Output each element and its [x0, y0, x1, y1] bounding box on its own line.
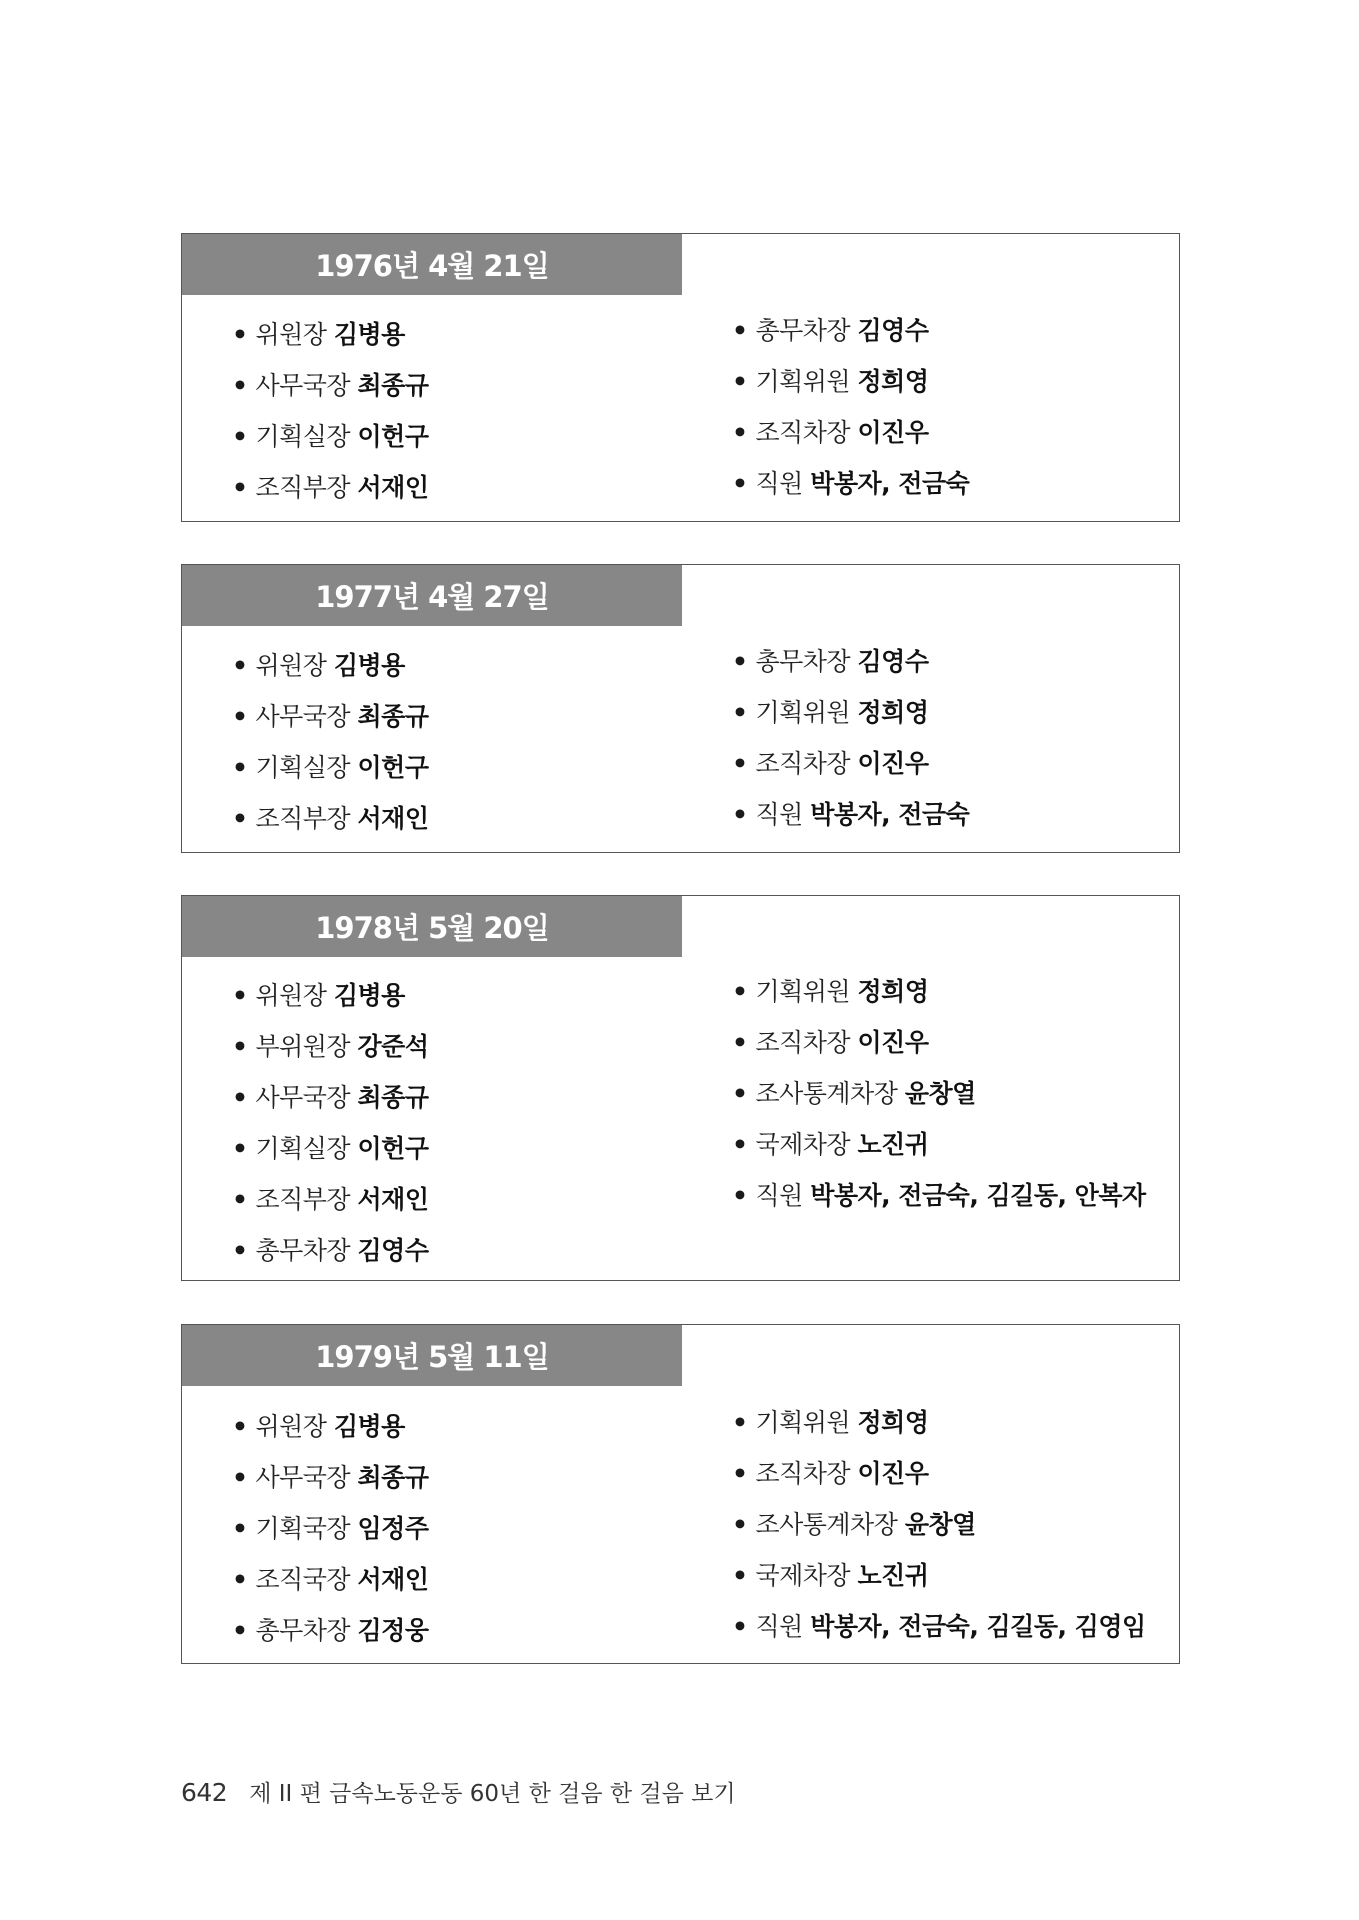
bullet-icon: •	[232, 1134, 248, 1163]
list-item: • 기획실장 이헌구	[232, 742, 428, 793]
bullet-icon: •	[732, 749, 748, 778]
list-item: • 직원 박봉자, 전금숙	[732, 458, 969, 509]
left-member-list	[232, 640, 428, 844]
list-item: • 기획실장 이헌구	[232, 411, 428, 462]
section-date-header: 1977년 4월 27일	[182, 565, 682, 626]
list-item: • 총무차장 김영수	[732, 636, 969, 687]
list-item: • 조직부장 서재인	[232, 793, 428, 844]
list-item: • 조직차장 이진우	[732, 738, 969, 789]
list-item: • 기획위원 정희영	[732, 1397, 1146, 1448]
section-date-header: 1979년 5월 11일	[182, 1325, 682, 1386]
bullet-icon: •	[732, 1612, 748, 1641]
right-member-list	[732, 305, 969, 509]
bullet-icon: •	[232, 1236, 248, 1265]
bullet-icon: •	[232, 981, 248, 1010]
bullet-icon: •	[232, 651, 248, 680]
page-number: 642	[181, 1778, 228, 1807]
list-item: • 사무국장 최종규	[232, 1072, 428, 1123]
section-date-header: 1978년 5월 20일	[182, 896, 682, 957]
bullet-icon: •	[232, 371, 248, 400]
bullet-icon: •	[232, 422, 248, 451]
bullet-icon: •	[232, 320, 248, 349]
list-item: • 위원장 김병용	[232, 970, 428, 1021]
bullet-icon: •	[232, 1463, 248, 1492]
bullet-icon: •	[732, 469, 748, 498]
list-item: • 사무국장 최종규	[232, 691, 428, 742]
bullet-icon: •	[232, 1412, 248, 1441]
bullet-icon: •	[732, 1181, 748, 1210]
page-footer	[181, 1775, 736, 1808]
bullet-icon: •	[732, 977, 748, 1006]
right-member-list	[732, 1397, 1146, 1652]
right-member-list	[732, 636, 969, 840]
bullet-icon: •	[232, 473, 248, 502]
list-item: • 위원장 김병용	[232, 640, 428, 691]
bullet-icon: •	[732, 316, 748, 345]
bullet-icon: •	[232, 753, 248, 782]
list-item: • 총무차장 김영수	[232, 1225, 428, 1276]
list-item: • 부위원장 강준석	[232, 1021, 428, 1072]
list-item: • 직원 박봉자, 전금숙	[732, 789, 969, 840]
left-member-list	[232, 309, 428, 513]
section-1976	[181, 233, 1180, 522]
section-1979	[181, 1324, 1180, 1664]
bullet-icon: •	[732, 1028, 748, 1057]
list-item: • 기획실장 이헌구	[232, 1123, 428, 1174]
bullet-icon: •	[732, 418, 748, 447]
bullet-icon: •	[732, 1510, 748, 1539]
list-item: • 국제차장 노진귀	[732, 1550, 1146, 1601]
list-item: • 조직차장 이진우	[732, 1448, 1146, 1499]
bullet-icon: •	[232, 1032, 248, 1061]
right-member-list	[732, 966, 1146, 1221]
bullet-icon: •	[732, 1561, 748, 1590]
bullet-icon: •	[232, 1083, 248, 1112]
list-item: • 기획위원 정희영	[732, 966, 1146, 1017]
bullet-icon: •	[732, 1130, 748, 1159]
bullet-icon: •	[232, 1616, 248, 1645]
bullet-icon: •	[732, 1408, 748, 1437]
list-item: • 기획국장 임정주	[232, 1503, 428, 1554]
bullet-icon: •	[232, 1565, 248, 1594]
list-item: • 조직차장 이진우	[732, 407, 969, 458]
bullet-icon: •	[732, 647, 748, 676]
list-item: • 사무국장 최종규	[232, 360, 428, 411]
section-1977	[181, 564, 1180, 853]
bullet-icon: •	[732, 800, 748, 829]
list-item: • 조직국장 서재인	[232, 1554, 428, 1605]
list-item: • 직원 박봉자, 전금숙, 김길동, 김영임	[732, 1601, 1146, 1652]
running-title: 제 II 편 금속노동운동 60년 한 걸음 한 걸음 보기	[249, 1781, 736, 1807]
list-item: • 기획위원 정희영	[732, 356, 969, 407]
list-item: • 총무차장 김영수	[732, 305, 969, 356]
list-item: • 조직부장 서재인	[232, 462, 428, 513]
list-item: • 조직차장 이진우	[732, 1017, 1146, 1068]
bullet-icon: •	[732, 698, 748, 727]
bullet-icon: •	[732, 1459, 748, 1488]
list-item: • 조사통계차장 윤창열	[732, 1499, 1146, 1550]
list-item: • 직원 박봉자, 전금숙, 김길동, 안복자	[732, 1170, 1146, 1221]
left-member-list	[232, 970, 428, 1276]
list-item: • 총무차장 김정웅	[232, 1605, 428, 1656]
bullet-icon: •	[232, 702, 248, 731]
bullet-icon: •	[732, 367, 748, 396]
list-item: • 사무국장 최종규	[232, 1452, 428, 1503]
left-member-list	[232, 1401, 428, 1656]
list-item: • 기획위원 정희영	[732, 687, 969, 738]
bullet-icon: •	[232, 1514, 248, 1543]
list-item: • 위원장 김병용	[232, 1401, 428, 1452]
list-item: • 조직부장 서재인	[232, 1174, 428, 1225]
list-item: • 위원장 김병용	[232, 309, 428, 360]
list-item: • 조사통계차장 윤창열	[732, 1068, 1146, 1119]
list-item: • 국제차장 노진귀	[732, 1119, 1146, 1170]
section-date-header: 1976년 4월 21일	[182, 234, 682, 295]
bullet-icon: •	[732, 1079, 748, 1108]
bullet-icon: •	[232, 1185, 248, 1214]
section-1978	[181, 895, 1180, 1281]
bullet-icon: •	[232, 804, 248, 833]
